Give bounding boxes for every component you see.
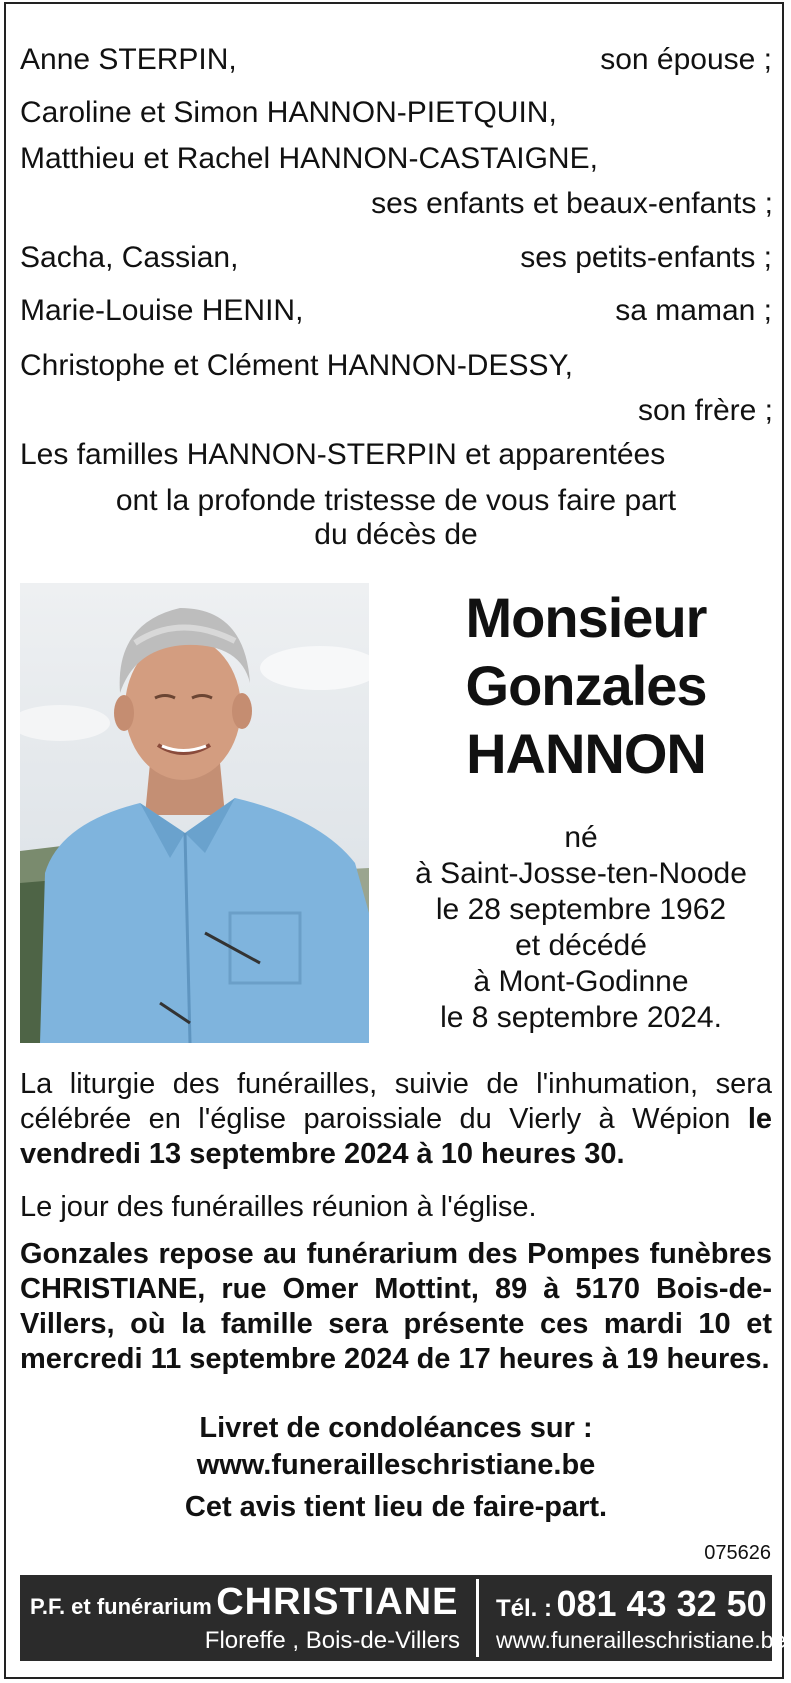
deceased-first-name: Gonzales [465,654,707,717]
family-line-brother: Christophe et Clément HANNON-DESSY, [20,349,573,382]
family-line-children-2: Matthieu et Rachel HANNON-CASTAIGNE, [20,142,598,175]
children-relation: ses enfants et beaux-enfants ; [371,187,773,220]
deceased-last-name: HANNON [466,722,706,785]
announcement-line-2: du décès de [314,518,478,551]
grandchildren-relation: ses petits-enfants ; [520,241,772,274]
footer-company-block [20,1575,470,1661]
footer-locations: Floreffe , Bois-de-Villers [204,1627,460,1654]
deceased-photo [20,583,369,1043]
died-label: et décédé [515,929,647,962]
spouse-name: Anne STERPIN, [20,43,237,76]
family-line-grandchildren [20,240,772,276]
deceased-name [400,584,772,788]
ceremony-date: le vendredi 13 septembre 2024 à 10 heures 30. [20,1103,772,1170]
family-line-children-1: Caroline et Simon HANNON-PIETQUIN, [20,96,557,129]
deceased-title: Monsieur [465,586,707,649]
family-line-families: Les familles HANNON-STERPIN et apparentées [20,438,666,471]
death-date: le 8 septembre 2024. [440,1001,722,1034]
condolences-label: Livret de condoléances sur : [199,1412,593,1444]
footer-company: CHRISTIANE [216,1581,459,1623]
visitation-paragraph: Gonzales repose au funérarium des Pompes funèbres CHRISTIANE, rue Omer Mottint, 89 à 5170 Bois-de-Villers, où la famille sera présente ces mardi 10 et mercredi 11 septembre 2024 de 17 heures à 19 heures. [20,1238,772,1375]
footer-tel-label: Tél. : [496,1595,553,1622]
ceremony-text: La liturgie des funérailles, suivie de l'inhumation, sera célébrée en l'église paroissiale du Vierly à Wépion [20,1068,772,1135]
footer-divider [476,1579,479,1657]
reference-number: 075626 [704,1542,771,1564]
family-line-spouse [20,42,772,78]
family-line-mother [20,293,772,329]
grandchildren-names: Sacha, Cassian, [20,241,239,274]
mother-name: Marie-Louise HENIN, [20,294,304,327]
condolences-url[interactable]: www.funerailleschristiane.be [196,1449,596,1481]
footer-prefix: P.F. et funérarium [30,1594,212,1619]
born-label: né [564,821,598,854]
birth-death-info [390,820,772,1036]
mother-relation: sa maman ; [615,294,772,327]
footer-tel-number[interactable]: 081 43 32 50 [556,1583,767,1624]
brother-relation: son frère ; [637,394,773,427]
ceremony-paragraph [20,1067,772,1172]
funeral-home-footer [20,1575,787,1661]
footer-contact-block [486,1575,787,1661]
birth-place: à Saint-Josse-ten-Noode [415,857,747,890]
footer-website[interactable]: www.funerailleschristiane.be [496,1627,787,1653]
spouse-relation: son épouse ; [600,43,772,76]
notice-statement: Cet avis tient lieu de faire-part. [184,1491,608,1523]
meeting-note: Le jour des funérailles réunion à l'église. [20,1191,537,1223]
birth-date: le 28 septembre 1962 [435,893,727,926]
death-place: à Mont-Godinne [473,965,689,998]
announcement-line-1: ont la profonde tristesse de vous faire part [115,484,677,517]
